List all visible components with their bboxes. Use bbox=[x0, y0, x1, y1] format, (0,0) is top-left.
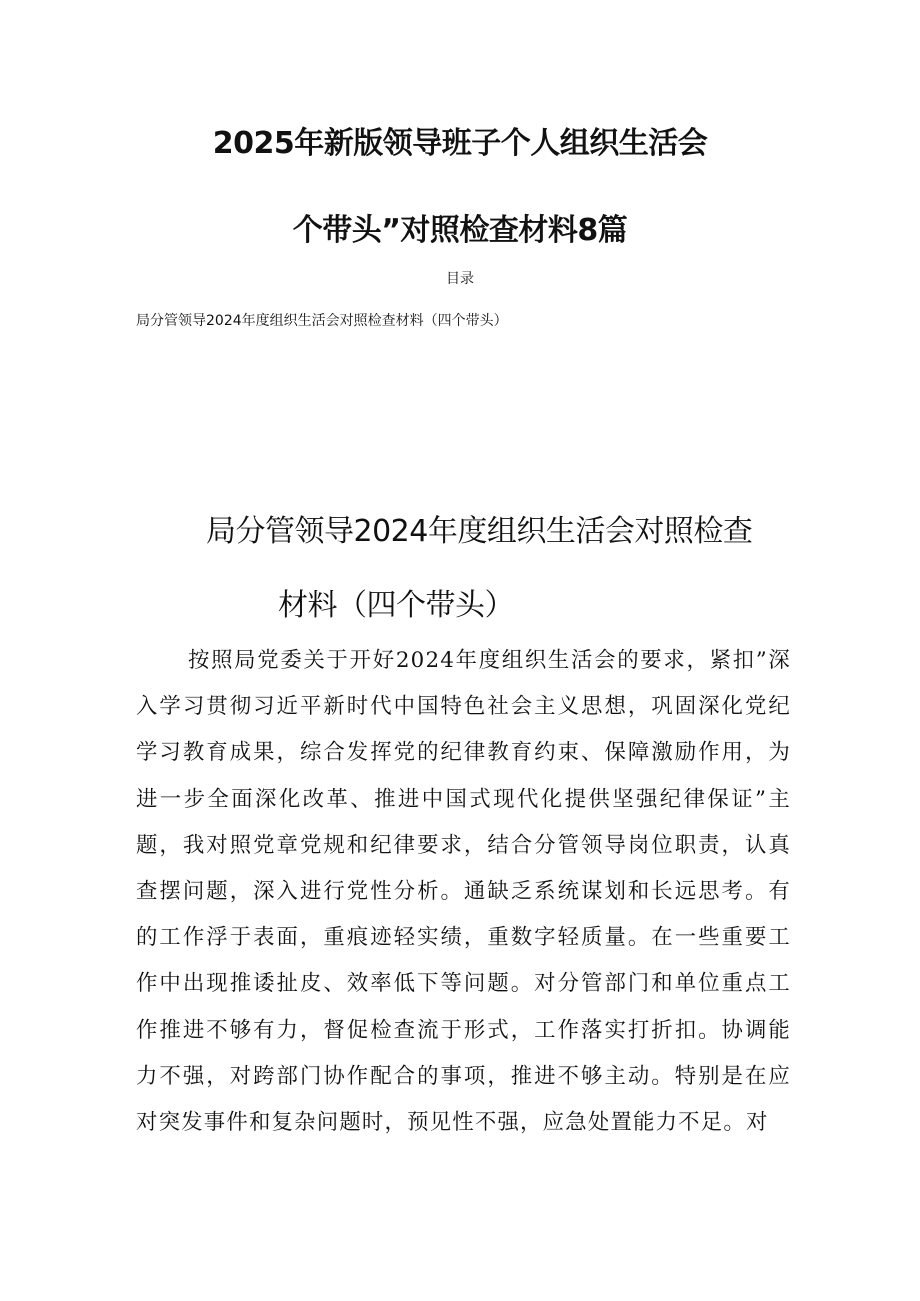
section-title-line-2: 材料（四个带头） bbox=[278, 588, 514, 623]
toc-entry-link[interactable]: 局分管领导2024年度组织生活会对照检查材料（四个带头） bbox=[136, 313, 508, 329]
document-title-line-2: 个带头”对照检查材料8篇 bbox=[292, 213, 628, 248]
section-title-line-1: 局分管领导2024年度组织生活会对照检查 bbox=[206, 514, 753, 549]
toc-heading: 目录 bbox=[446, 271, 474, 287]
body-paragraph: 按照局党委关于开好2024年度组织生活会的要求，紧扣”深入学习贯彻习近平新时代中国特色社会主义思想，巩固深化党纪学习教育成果，综合发挥党的纪律教育约束、保障激励作用，为进一步全面深化改革、推进中国式现代化提供坚强纪律保证”主题，我对照党章党规和纪律要求，结合分管领导岗位职责，认真查摆问题，深入进行党性分析。通缺乏系统谋划和长远思考。有的工作浮于表面，重痕迹轻实绩，重数字轻质量。在一些重要工作中出现推诿扯皮、效率低下等问题。对分管部门和单位重点工作推进不够有力，督促检查流于形式，工作落实打折扣。协调能力不强，对跨部门协作配合的事项，推进不够主动。特别是在应对突发事件和复杂问题时，预见性不强，应急处置能力不足。对 bbox=[136, 648, 791, 1136]
document-title-line-1: 2025年新版领导班子个人组织生活会 bbox=[212, 126, 708, 161]
